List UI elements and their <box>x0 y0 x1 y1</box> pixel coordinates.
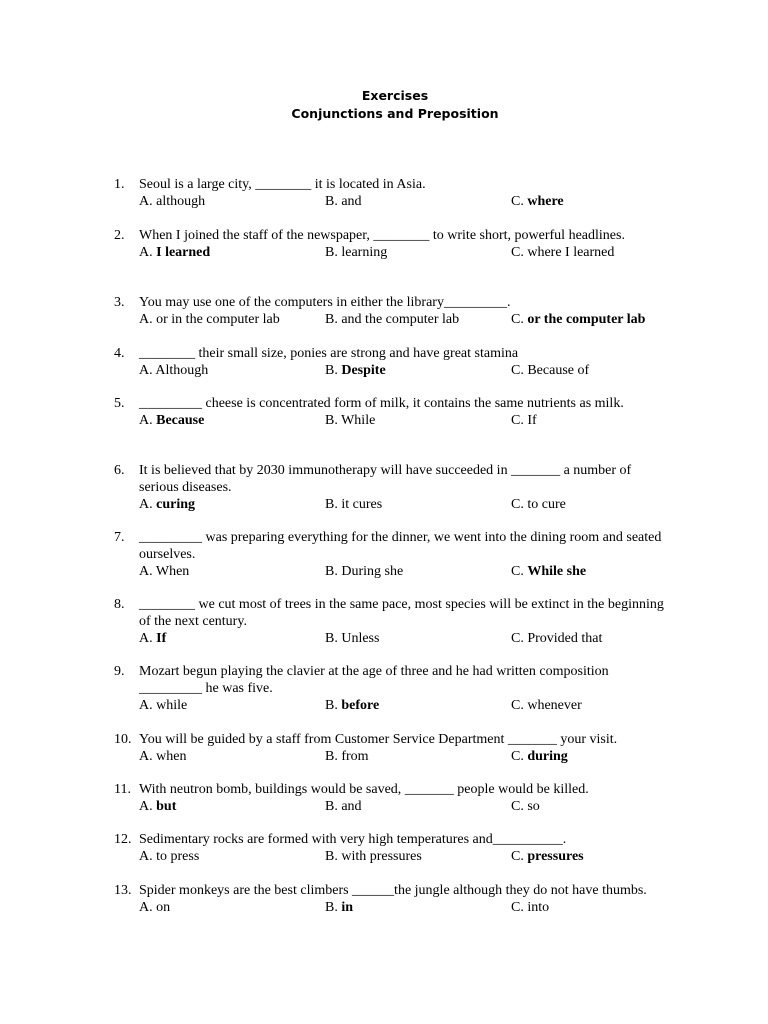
answer-options <box>139 697 674 714</box>
option-a <box>139 697 187 714</box>
answer-options <box>139 496 674 513</box>
option-letter: B. <box>325 312 342 327</box>
question-number: 12. <box>114 832 132 847</box>
option-a <box>139 748 186 765</box>
option-text: with pressures <box>341 849 422 864</box>
option-text: learning <box>341 245 388 260</box>
question-number: 11. <box>114 782 131 797</box>
option-text: or in the computer lab <box>156 312 280 327</box>
option-b <box>325 412 375 429</box>
question-item <box>114 663 674 714</box>
option-b <box>325 563 403 580</box>
page-subtitle: Conjunctions and Preposition <box>291 106 499 121</box>
option-letter: A. <box>139 413 157 428</box>
option-letter: C. <box>511 413 528 428</box>
option-b <box>325 496 382 513</box>
option-letter: B. <box>325 698 342 713</box>
option-letter: C. <box>511 631 528 646</box>
option-b <box>325 848 422 865</box>
option-text: If <box>527 413 537 428</box>
option-text: When <box>155 564 190 579</box>
option-letter: A. <box>139 245 157 260</box>
question-number: 7. <box>114 530 125 545</box>
question-text: You will be guided by a staff from Customer Service Department _______ your visit. <box>139 732 618 747</box>
option-b <box>325 630 379 647</box>
option-b <box>325 748 369 765</box>
option-text: although <box>156 194 206 209</box>
question-text: ________ their small size, ponies are strong and have great stamina <box>139 346 519 361</box>
answer-options <box>139 244 674 261</box>
question-text: Sedimentary rocks are formed with very high temperatures and__________. <box>139 832 567 847</box>
question-item <box>114 831 674 865</box>
option-text: into <box>527 900 550 915</box>
option-b <box>325 193 362 210</box>
correct-answer-text: but <box>156 799 177 814</box>
option-b <box>325 362 386 379</box>
option-letter: A. <box>139 631 157 646</box>
option-letter: A. <box>139 497 157 512</box>
option-c <box>511 412 537 429</box>
option-text: While <box>341 413 376 428</box>
option-text: when <box>156 749 187 764</box>
question-item <box>114 731 674 765</box>
option-c <box>511 193 564 210</box>
option-a <box>139 848 199 865</box>
option-letter: C. <box>511 698 528 713</box>
option-text: During she <box>341 564 404 579</box>
option-a <box>139 630 166 647</box>
option-letter: B. <box>325 497 342 512</box>
option-letter: C. <box>511 245 528 260</box>
question-number: 5. <box>114 396 125 411</box>
option-letter: B. <box>325 363 342 378</box>
question-item <box>114 345 674 379</box>
question-number: 13. <box>114 883 132 898</box>
answer-options <box>139 748 674 765</box>
option-a <box>139 496 195 513</box>
answer-options <box>139 899 674 916</box>
option-c <box>511 697 582 714</box>
correct-answer-text: Because <box>156 413 205 428</box>
answer-options <box>139 362 674 379</box>
question-number: 2. <box>114 228 125 243</box>
option-letter: B. <box>325 564 342 579</box>
option-a <box>139 899 170 916</box>
question-item <box>114 781 674 815</box>
page-title: Exercises <box>361 88 429 103</box>
correct-answer-text: I learned <box>156 245 211 260</box>
option-c <box>511 848 584 865</box>
option-c <box>511 563 586 580</box>
option-a <box>139 244 210 261</box>
option-text: and <box>341 194 362 209</box>
option-c <box>511 630 602 647</box>
option-text: Although <box>155 363 209 378</box>
correct-answer-text: during <box>527 749 568 764</box>
option-text: and <box>341 799 362 814</box>
correct-answer-text: or the computer lab <box>527 312 646 327</box>
option-text: while <box>156 698 188 713</box>
answer-options <box>139 412 674 429</box>
option-text: where I learned <box>527 245 615 260</box>
option-letter: A. <box>139 900 157 915</box>
question-item <box>114 529 674 580</box>
question-number: 8. <box>114 597 125 612</box>
answer-options <box>139 311 674 328</box>
option-b <box>325 899 353 916</box>
option-text: Unless <box>341 631 380 646</box>
correct-answer-text: If <box>156 631 167 646</box>
option-a <box>139 798 176 815</box>
option-letter: C. <box>511 312 528 327</box>
option-letter: C. <box>511 799 528 814</box>
option-a <box>139 362 208 379</box>
answer-options <box>139 848 674 865</box>
option-letter: A. <box>139 698 157 713</box>
question-text: _________ was preparing everything for the dinner, we went into the dining room and seated ourselves. <box>139 530 662 562</box>
option-letter: B. <box>325 245 342 260</box>
question-text: With neutron bomb, buildings would be saved, _______ people would be killed. <box>139 782 589 797</box>
option-letter: A. <box>139 749 157 764</box>
option-letter: C. <box>511 749 528 764</box>
option-letter: B. <box>325 749 342 764</box>
correct-answer-text: where <box>527 194 564 209</box>
question-item <box>114 176 674 210</box>
option-c <box>511 496 566 513</box>
option-a <box>139 412 204 429</box>
question-number: 3. <box>114 295 125 310</box>
option-letter: A. <box>139 312 157 327</box>
question-item <box>114 596 674 647</box>
option-text: to cure <box>527 497 566 512</box>
question-number: 6. <box>114 463 125 478</box>
option-a <box>139 193 205 210</box>
option-text: Provided that <box>527 631 603 646</box>
option-letter: C. <box>511 497 528 512</box>
option-c <box>511 244 614 261</box>
question-number: 4. <box>114 346 125 361</box>
option-c <box>511 311 645 328</box>
option-c <box>511 798 540 815</box>
option-c <box>511 748 568 765</box>
option-letter: A. <box>139 849 157 864</box>
option-text: to press <box>156 849 200 864</box>
option-letter: B. <box>325 413 342 428</box>
option-text: Because of <box>527 363 590 378</box>
question-item <box>114 227 674 261</box>
option-text: on <box>156 900 171 915</box>
option-text: so <box>527 799 540 814</box>
option-b <box>325 244 387 261</box>
option-letter: C. <box>511 194 528 209</box>
option-c <box>511 362 589 379</box>
option-text: from <box>341 749 369 764</box>
question-text: _________ cheese is concentrated form of milk, it contains the same nutrients as milk. <box>139 396 624 411</box>
option-a <box>139 311 280 328</box>
option-letter: B. <box>325 194 342 209</box>
option-c <box>511 899 549 916</box>
question-text: Seoul is a large city, ________ it is located in Asia. <box>139 177 426 192</box>
option-letter: B. <box>325 631 342 646</box>
question-item <box>114 294 674 328</box>
question-text: ________ we cut most of trees in the same pace, most species will be extinct in the beginning of the next century. <box>139 597 664 629</box>
option-b <box>325 697 379 714</box>
option-text: whenever <box>527 698 582 713</box>
option-letter: C. <box>511 900 528 915</box>
option-letter: A. <box>139 564 156 579</box>
correct-answer-text: Despite <box>341 363 386 378</box>
answer-options <box>139 563 674 580</box>
question-text: You may use one of the computers in either the library_________. <box>139 295 511 310</box>
question-text: It is believed that by 2030 immunotherapy will have succeeded in _______ a number of serious diseases. <box>139 463 632 495</box>
correct-answer-text: before <box>341 698 380 713</box>
option-letter: A. <box>139 194 157 209</box>
option-a <box>139 563 189 580</box>
answer-options <box>139 630 674 647</box>
option-letter: B. <box>325 849 342 864</box>
option-b <box>325 798 362 815</box>
option-letter: A. <box>139 363 156 378</box>
correct-answer-text: in <box>341 900 354 915</box>
option-letter: A. <box>139 799 157 814</box>
answer-options <box>139 193 674 210</box>
option-letter: C. <box>511 849 528 864</box>
question-item <box>114 462 674 513</box>
option-letter: B. <box>325 799 342 814</box>
question-text: Mozart begun playing the clavier at the age of three and he had written composition _________ he was five. <box>139 664 609 696</box>
question-number: 1. <box>114 177 125 192</box>
question-item <box>114 882 674 916</box>
question-text: Spider monkeys are the best climbers ______the jungle although they do not have thumbs. <box>139 883 647 898</box>
option-letter: C. <box>511 363 528 378</box>
question-number: 9. <box>114 664 125 679</box>
question-number: 10. <box>114 732 132 747</box>
correct-answer-text: While she <box>527 564 587 579</box>
option-letter: C. <box>511 564 528 579</box>
question-text: When I joined the staff of the newspaper, ________ to write short, powerful headlines. <box>139 228 625 243</box>
answer-options <box>139 798 674 815</box>
correct-answer-text: pressures <box>527 849 584 864</box>
option-letter: B. <box>325 900 342 915</box>
option-text: and the computer lab <box>341 312 460 327</box>
option-b <box>325 311 459 328</box>
correct-answer-text: curing <box>156 497 196 512</box>
option-text: it cures <box>341 497 383 512</box>
question-item <box>114 395 674 429</box>
